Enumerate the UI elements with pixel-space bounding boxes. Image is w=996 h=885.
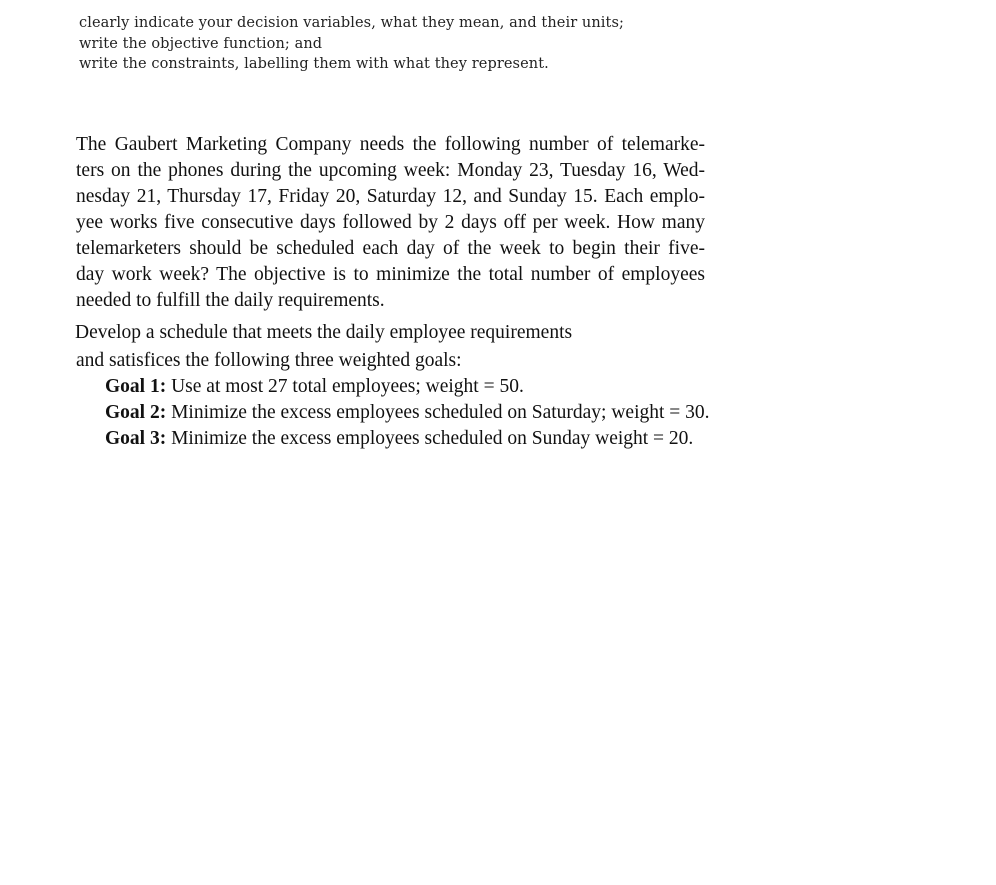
goals-list (105, 374, 725, 452)
problem-statement (76, 132, 705, 314)
develop-line: and satisfices the following three weighted goals: (76, 350, 462, 371)
goal-label: Goal 3: (105, 428, 167, 449)
goal-text: Minimize the excess employees scheduled on Saturday; weight = 30. (166, 402, 710, 423)
instruction-line: write the constraints, labelling them with what they represent. (79, 56, 549, 72)
problem-line: nesday 21, Thursday 17, Friday 20, Saturday 12, and Sunday 15. Each emplo- (76, 186, 705, 207)
goal-label: Goal 2: (105, 402, 167, 423)
problem-line: telemarketers should be scheduled each day of the week to begin their five- (76, 238, 705, 259)
goal-text: Minimize the excess employees scheduled on Sunday weight = 20. (166, 428, 694, 449)
instructions-list (79, 13, 679, 75)
problem-line: needed to fulfill the daily requirements. (76, 290, 385, 311)
goal-text: Use at most 27 total employees; weight = 50. (166, 376, 524, 397)
develop-paragraph (75, 320, 715, 374)
develop-line: Develop a schedule that meets the daily employee requirements (75, 322, 573, 343)
problem-line: yee works five consecutive days followed by 2 days off per week. How many (76, 212, 705, 233)
goal-item (105, 400, 725, 426)
goal-label: Goal 1: (105, 376, 167, 397)
problem-line: The Gaubert Marketing Company needs the following number of telemarke- (76, 134, 705, 155)
problem-line: day work week? The objective is to minimize the total number of employees (76, 264, 705, 285)
instruction-line: clearly indicate your decision variables, what they mean, and their units; (79, 15, 624, 31)
instruction-line: write the objective function; and (79, 35, 323, 52)
goal-item (105, 374, 725, 400)
goal-item (105, 426, 725, 452)
problem-line: ters on the phones during the upcoming week: Monday 23, Tuesday 16, Wed- (76, 160, 705, 181)
